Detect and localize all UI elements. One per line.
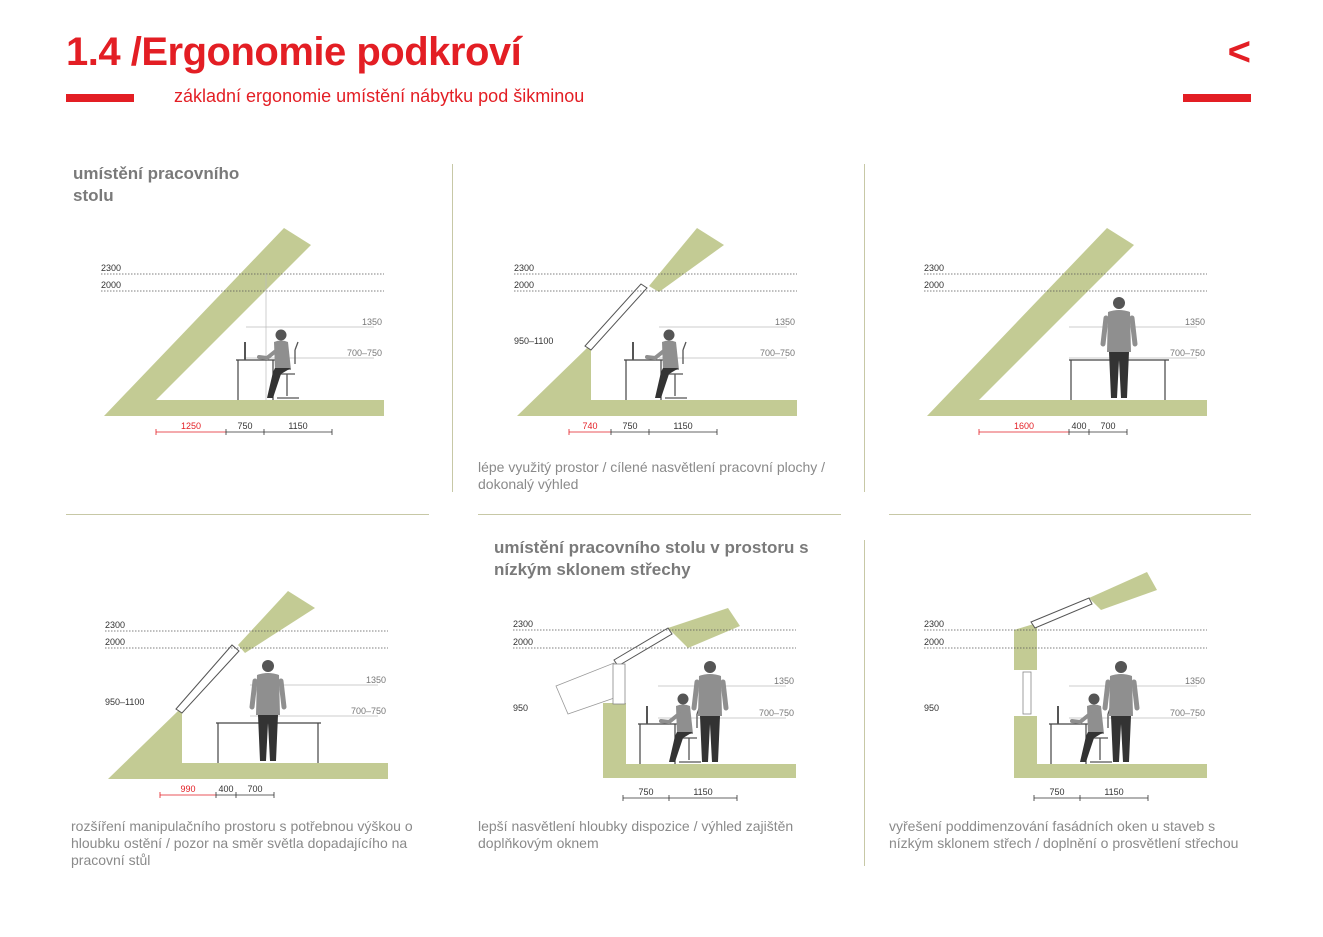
person-standing-torso-icon — [698, 674, 722, 716]
sill-height-label: 950 — [513, 703, 529, 713]
panel-1-dim-label: 1150 — [288, 421, 308, 431]
monitor-icon — [1057, 706, 1059, 724]
divider-horizontal — [478, 514, 841, 515]
roof-window-icon — [176, 645, 239, 713]
level-label-700: 700–750 — [759, 348, 795, 358]
person-head-icon — [678, 694, 689, 705]
roof-window-icon — [585, 284, 647, 350]
level-label-700: 700–750 — [1169, 708, 1205, 718]
diagram-desk-with-roof-window — [509, 220, 809, 450]
diagram-low-pitch-dormer — [508, 568, 808, 813]
level-label-2300: 2300 — [514, 263, 535, 273]
sill-height-label: 950–1100 — [105, 697, 145, 707]
page-title: 1.4 /Ergonomie podkroví — [66, 30, 522, 74]
caption-panel-6: vyřešení poddimenzování fasádních oken u staveb s nízkým sklonem střech / doplnění o prosvětlení střechou — [889, 818, 1239, 851]
level-label-2300: 2300 — [924, 263, 945, 273]
facade-window-icon — [1023, 672, 1031, 714]
panel-6-dim-label: 1150 — [1104, 787, 1124, 797]
level-label-2300: 2300 — [513, 619, 534, 629]
level-label-1350: 1350 — [774, 317, 795, 327]
person-standing-torso-icon — [1109, 674, 1133, 716]
roof-upper-shape — [238, 591, 315, 653]
person-torso-icon — [676, 705, 693, 735]
section-title-top: umístění pracovního stolu — [73, 164, 240, 205]
level-label-1350: 1350 — [361, 317, 382, 327]
person-head-icon — [664, 330, 675, 341]
level-label-700: 700–750 — [758, 708, 794, 718]
person-standing-legs-icon — [1111, 716, 1131, 762]
monitor-icon — [632, 342, 634, 360]
diagram-low-pitch-facade-window — [919, 568, 1219, 813]
panel-1-dim-label: 1250 — [180, 421, 202, 431]
diagram-desk-under-slope — [96, 220, 396, 450]
panel-3-dim-label: 400 — [1071, 421, 1087, 431]
person-head-icon — [1089, 694, 1100, 705]
facade-window-icon — [613, 664, 625, 704]
divider-horizontal — [66, 514, 429, 515]
person-torso-icon — [1107, 310, 1131, 352]
panel-2-dim-label: 1150 — [673, 421, 693, 431]
level-label-2000: 2000 — [513, 637, 534, 647]
person-torso-icon — [274, 341, 291, 371]
panel-3-dim-label: 700 — [1100, 421, 1116, 431]
caption-panel-4: rozšíření manipulačního prostoru s potřebnou výškou o hloubku ostění / pozor na směr světla dopadajícího na pracovní stůl — [71, 818, 413, 868]
panel-5-dim-label: 750 — [638, 787, 654, 797]
panel-5-dim-label: 1150 — [693, 787, 713, 797]
panel-6-dim-label: 750 — [1049, 787, 1065, 797]
level-label-2000: 2000 — [924, 637, 945, 647]
level-label-2000: 2000 — [514, 280, 535, 290]
panel-4-dim-label: 990 — [180, 784, 196, 794]
panel-1-dim-label: 750 — [237, 421, 253, 431]
back-icon[interactable]: < — [1227, 30, 1251, 74]
level-label-2300: 2300 — [105, 620, 126, 630]
level-label-1350: 1350 — [1184, 317, 1205, 327]
divider-horizontal — [889, 514, 1251, 515]
roof-upper-shape — [649, 228, 724, 292]
level-label-700: 700–750 — [350, 706, 386, 716]
roof-window-icon — [1031, 598, 1092, 628]
caption-panel-2: lépe využitý prostor / cílené nasvětlení pracovní plochy / dokonalý výhled — [478, 459, 826, 492]
roof-slope-shape — [108, 711, 388, 779]
section-title-bottom: umístění pracovního stolu v prostoru s nízkým sklonem střechy — [494, 538, 809, 579]
person-arm-icon — [259, 350, 277, 358]
desk-icon — [1069, 360, 1169, 400]
level-label-2000: 2000 — [105, 637, 126, 647]
panel-4-dim-label: 700 — [247, 784, 263, 794]
level-label-1350: 1350 — [1184, 676, 1205, 686]
floor-wall-shape — [1014, 716, 1207, 778]
panel-4-dim-label: 400 — [218, 784, 234, 794]
page-subtitle: základní ergonomie umístění nábytku pod šikminou — [174, 86, 585, 106]
level-label-700: 700–750 — [346, 348, 382, 358]
person-standing-head-icon — [1115, 661, 1127, 673]
level-label-2000: 2000 — [924, 280, 945, 290]
level-label-1350: 1350 — [773, 676, 794, 686]
person-torso-icon — [1087, 705, 1104, 735]
sill-height-label: 950–1100 — [514, 336, 554, 346]
monitor-icon — [244, 342, 246, 360]
person-head-icon — [276, 330, 287, 341]
diagram-standing-at-desk — [919, 220, 1219, 450]
divider-vertical — [452, 164, 453, 492]
title-underline — [66, 94, 134, 102]
person-torso-icon — [256, 673, 280, 715]
sill-height-label: 950 — [924, 703, 940, 713]
level-label-2000: 2000 — [101, 280, 122, 290]
person-torso-icon — [662, 341, 679, 371]
roof-upper-shape — [668, 608, 740, 648]
person-standing-legs-icon — [700, 716, 720, 762]
level-label-2300: 2300 — [101, 263, 122, 273]
level-label-1350: 1350 — [365, 675, 386, 685]
person-arm-icon — [647, 350, 665, 358]
person-legs-icon — [1109, 352, 1129, 398]
person-head-icon — [262, 660, 274, 672]
person-head-icon — [1113, 297, 1125, 309]
level-label-700: 700–750 — [1169, 348, 1205, 358]
panel-2-dim-label: 750 — [622, 421, 638, 431]
level-label-2300: 2300 — [924, 619, 945, 629]
person-standing-head-icon — [704, 661, 716, 673]
person-legs-icon — [258, 715, 278, 761]
diagram-extended-lining — [100, 583, 400, 813]
divider-vertical — [864, 164, 865, 492]
roof-upper-shape — [1089, 572, 1157, 610]
panel-2-dim-label: 740 — [582, 421, 598, 431]
caption-panel-5: lepší nasvětlení hloubky dispozice / výhled zajištěn doplňkovým oknem — [478, 818, 794, 851]
panel-3-dim-label: 1600 — [1013, 421, 1035, 431]
roof-slope-shape — [104, 228, 384, 416]
monitor-icon — [646, 706, 648, 724]
header-rule-right — [1183, 94, 1251, 102]
roof-window-icon — [614, 628, 672, 666]
divider-vertical — [864, 540, 865, 866]
